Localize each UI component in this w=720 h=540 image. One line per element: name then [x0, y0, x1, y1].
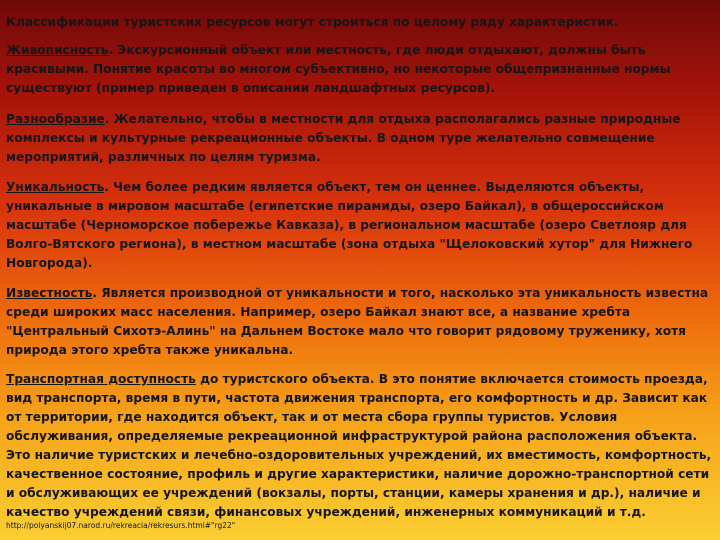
- paragraph-diversity: [6, 110, 716, 167]
- term-fame: Известность: [6, 286, 93, 300]
- term-transport-accessibility: Транспортная доступность: [6, 372, 196, 386]
- paragraph-text: . Экскурсионный объект или местность, где люди отдыхают, должны быть красивыми. Понятие красоты во многом субъективно, но некоторые общепризнанные нормы существуют (пример приведен в описании ландшафтных ресурсов).: [6, 43, 671, 95]
- paragraph-fame: [6, 284, 716, 360]
- source-link[interactable]: http://polyanskij07.narod.ru/rekreacia/rekresurs.html#"rg22": [6, 521, 236, 530]
- paragraph-text: . Чем более редким является объект, тем он ценнее. Выделяются объекты, уникальные в мировом масштабе (египетские пирамиды, озеро Байкал), в общероссийском масштабе (Черноморское побережье Кавказа), в региональном масштабе (озеро Светлояр для Волго-Вятского региона), в местном масштабе (зона отдыха "Щелоковский хутор" для Нижнего Новгорода).: [6, 180, 693, 270]
- paragraph-picturesqueness: [6, 41, 716, 98]
- paragraph-text: . Является производной от уникальности и того, насколько эта уникальность известна среди широких масс населения. Например, озеро Байкал знают все, а название хребта "Центральный Сихотэ-Алинь" на Дальнем Востоке мало что говорит рядовому труженику, хотя природа этого хребта также уникальна.: [6, 286, 709, 357]
- term-picturesqueness: Живописность: [6, 43, 109, 57]
- paragraph-text: до туристского объекта. В это понятие включается стоимость проезда, вид транспорта, время в пути, частота движения транспорта, его комфортность и др. Зависит как от территории, где находится объект, так и от места сбора группы туристов. Условия обслуживания, определяемые рекреационной инфраструктурой района расположения объекта.: [6, 372, 708, 443]
- term-uniqueness: Уникальность: [6, 180, 105, 194]
- intro-heading: Классификации туристских ресурсов могут строиться по целому ряду характеристик.: [6, 15, 619, 29]
- paragraph-extra-text: Это наличие туристских и лечебно-оздоровительных учреждений, их вместимость, комфортность, качественное состояние, профиль и другие характеристики, наличие дорожно-транспортной сети и обслуживающих ее учреждений (вокзалы, порты, станции, камеры хранения и др.), наличие и качество учреждений связи, финансовых учреждений, инженерных коммуникаций и т.д.: [6, 448, 712, 519]
- paragraph-uniqueness: [6, 178, 716, 273]
- paragraph-text: . Желательно, чтобы в местности для отдыха располагались разные природные комплексы и культурные рекреационные объекты. В одном туре желательно совмещение мероприятий, различных по целям туризма.: [6, 112, 681, 164]
- term-diversity: Разнообразие: [6, 112, 105, 126]
- paragraph-transport-accessibility: [6, 370, 716, 522]
